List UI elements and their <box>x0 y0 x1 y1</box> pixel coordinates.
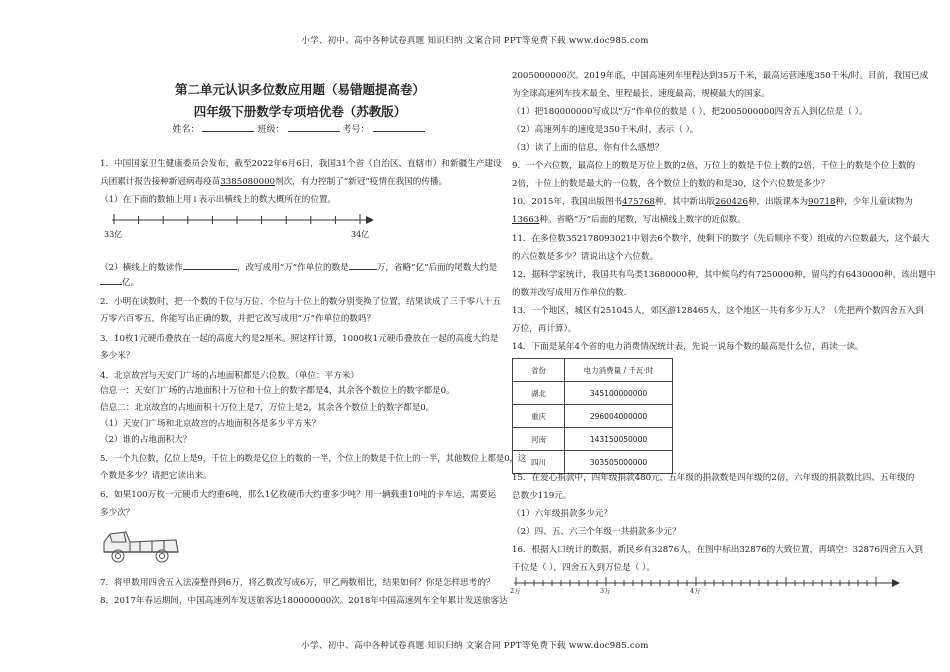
q9-line1: 9．一个六位数，最高位上的数是万位上数的2倍，万位上的数是千位上数的2倍，千位上的数是个位上数的 <box>512 161 916 171</box>
q4-info1: 信息一：天安门广场的占地面积十万位和十位上的数字都是4，其余各个数位上的数字都是0。 <box>100 386 455 396</box>
axis2-label-2: 2万 <box>510 587 521 595</box>
id-label: 考号： <box>342 125 370 135</box>
table-header-row <box>513 359 673 382</box>
name-blank <box>202 123 254 132</box>
q3-line1: 3．10枚1元硬币叠放在一起的高度大约是2厘米。照这样计算，1000枚1元硬币叠放在一起的高度大约是 <box>100 334 499 344</box>
q8-line1: 8．2017年春运期间，中国高速列车发送旅客达180000000次。2018年中国高速列车全年累计发送旅客达 <box>100 596 508 606</box>
worksheet-subtitle: 四年级下册数学专项培优卷（苏教版） <box>193 104 407 119</box>
q8-cont2: 为全球高速列车技术最全、里程最长、速度最高、规模最大的国家。 <box>512 89 770 99</box>
q12-line1: 12．据科学家统计，我国共有鸟类13680000种，其中候鸟约有7250000种，留鸟约有6430000种。该出题中 <box>512 270 936 280</box>
table-row: 湖北 345100000000 <box>513 382 673 405</box>
q1-number: 3385080000 <box>220 177 276 187</box>
truck-image <box>100 522 182 568</box>
q11-line1: 11．在多位数352178093021中划去6个数字，使剩下的数字（先后顺序不变）组成的六位数最大，这个最大 <box>512 234 930 244</box>
q1-sub1: （1）在下面的数轴上用↓表示出横线上的数大概所在的位置。 <box>100 195 337 205</box>
q8-sub3: （3）读了上面的信息，你有什么感想？ <box>512 143 664 153</box>
q2-line2: 万零六百零五，你能写出正确的数，并把它改写成用“万”作单位的数吗？ <box>100 314 376 324</box>
q8-cont1: 2005000000次。2019年底，中国高速列车里程达到35万千米，最高运营速度350千米/时。目前，我国已成 <box>512 71 929 81</box>
q6-line2: 多少次？ <box>100 508 135 518</box>
q7-line: 7．将甲数用四舍五入法凑整得到6万，将乙数改写成6万，甲乙两数相比，结果如何？你是怎样思考的？ <box>100 578 495 588</box>
q15-line1: 15．在爱心捐款中，四年级捐款480元，五年级的捐款数是四年级的2倍，六年级的捐款数比四、五年级的 <box>512 473 915 483</box>
q10-line2: 13663种。省略“万”后面的尾数，写出横线上数字的近似数。 <box>512 215 746 225</box>
table-row: 河南 143150050000 <box>513 428 673 451</box>
q4-line1: 4．北京故宫与天安门广场的占地面积都是六位数。（单位：平方米） <box>100 371 359 381</box>
q16-line1: 16．根据人口统计的数据，新民乡有32876人，在图中标出32876的大致位置，再填空：32876四舍五入到 <box>512 545 923 555</box>
blank-wan <box>349 262 377 270</box>
q11-line2: 的六位数是多少？请说出这个六位数。 <box>512 252 659 262</box>
q5-line1: 5．一个九位数，亿位上是9，千位上的数是亿位上的数的一半，个位上的数是千位上的一半，其他数位上都是0，这 <box>100 453 527 463</box>
table-header: 省份 <box>513 359 565 382</box>
page-header: 小学、初中、高中各种试卷真题 知识归纳 文案合同 PPT等免费下载 www.doc985.com <box>301 36 649 46</box>
axis2-label-3: 3万 <box>600 587 611 595</box>
q3-line2: 多少米？ <box>100 351 135 361</box>
q6-line1: 6．如果100万枚一元硬币大约重6吨，那么1亿枚硬币大约重多少吨？用一辆载重10吨的卡车运，需要运 <box>100 490 497 500</box>
number-line-33-34 <box>100 210 380 240</box>
q12-line2: 的数并改写成用万作单位的数. <box>512 288 627 298</box>
blank-read <box>183 262 237 270</box>
q15-sub1: （1）六年级捐款多少元？ <box>512 509 612 519</box>
class-label: 班级： <box>257 125 285 135</box>
q4-sub1: （1）天安门广场和北京故宫的占地面积各是多少平方米？ <box>100 419 321 429</box>
table-header: 电力消费量 / 千瓦·时 <box>565 359 673 382</box>
q9-line2: 2倍，十位上的数是最大的一位数，各个数位上的数的和是30，这个六位数是多少？ <box>512 179 830 189</box>
q4-info2: 信息二：北京故宫的占地面积十万位上是7，万位上是2，其余各个数位上的数字都是0。 <box>100 403 435 413</box>
name-label: 姓名： <box>172 125 200 135</box>
q1-line2: 兵团累计报告接种新冠病毒疫苗3385080000剂次，有力控制了“新冠”疫情在我国的传播。 <box>100 177 448 187</box>
q1-sub2-end: 亿。 <box>100 277 139 289</box>
q1-sub2: （2）横线上的数读作 ，改写成用“万”作单位的数是 万，省略“亿”后面的尾数大约是 <box>100 263 498 273</box>
electricity-table <box>512 358 673 474</box>
q8-sub2: （2）高速列车的速度是350千米/时，表示（ ）。 <box>512 125 699 135</box>
q4-sub2: （2）谁的占地面积大？ <box>100 435 192 445</box>
q13-line2: 万位，再计算）。 <box>512 324 577 334</box>
q5-line2: 个数是多少？请把它读出来。 <box>100 471 212 481</box>
q2-line1: 2．小明在读数时，把一个数的千位与万位、个位与十位上的数分别变换了位置，结果读成了三千零八十五 <box>100 297 501 307</box>
q1-line1: 1．中国国家卫生健康委员会发布，截至2022年6月6日，我国31个省（自治区、直辖市）和新疆生产建设 <box>100 159 502 169</box>
page-footer: 小学、初中、高中各种试卷真题 知识归纳 文案合同 PPT等免费下载 www.doc985.com <box>301 641 649 651</box>
worksheet-title: 第二单元认识多位数应用题（易错题提高卷） <box>174 82 425 97</box>
axis-label-34: 34亿 <box>351 230 370 239</box>
q13-line1: 13．一个地区，城区有251045人，郊区游128465人，这个地区一共有多少万人？（先把两个数四舍五入到 <box>512 306 924 316</box>
blank-yi <box>100 277 122 285</box>
number-line-2-4-wan <box>512 574 902 596</box>
q15-sub2: （2）四、五、六三个年级一共捐款多少元？ <box>512 527 681 537</box>
axis-label-33: 33亿 <box>104 230 123 239</box>
table-row: 四川 303505000000 <box>513 451 673 474</box>
q16-line2: 千位是（ ），四舍五入到万位是（ ）。 <box>512 563 655 573</box>
q15-line2: 总数少119元。 <box>512 491 572 501</box>
axis2-label-4: 4万 <box>690 587 701 595</box>
q10-line1: 10．2015年，我国出版图书475768种，其中新出版260426种，出版课本为90718种，少年儿童读物为 <box>512 197 913 207</box>
table-row: 重庆 296004000000 <box>513 405 673 428</box>
q14-line1: 14．下面是某年4个省的电力消费情况统计表，先说一说每个数的最高是什么位，再读一读。 <box>512 342 864 352</box>
id-blank <box>373 123 425 132</box>
class-blank <box>288 123 340 132</box>
q8-sub1: （1）把180000000写成以“万”作单位的数是（ ），把2005000000四舍五入到亿位是（ ）。 <box>512 107 868 117</box>
student-info-line <box>100 122 500 135</box>
